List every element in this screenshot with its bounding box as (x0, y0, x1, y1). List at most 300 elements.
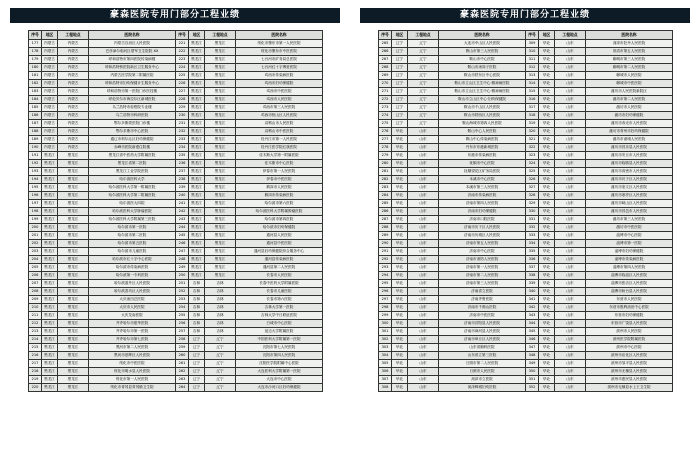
cell-region: 黑龙江 (42, 184, 58, 192)
table-row (29, 104, 323, 112)
cell-site: 黑龙江 (58, 256, 89, 264)
cell-region: 华北 (539, 344, 555, 352)
cell-site: 山东 (555, 136, 586, 144)
cell-hospital: 淄博市第四人民医院 (586, 264, 673, 272)
cell-region: 黑龙江 (189, 256, 205, 264)
cell-hospital: 哈尔滨市传染病医院 (89, 264, 176, 272)
cell-region: 吉林 (189, 304, 205, 312)
cell-no: 283 (379, 184, 392, 192)
cell-hospital: 滨州市无棣县水上王卫生院 (586, 384, 673, 392)
cell-hospital: 伊春市中医医院 (236, 176, 323, 184)
cell-hospital: 潍坊市峡山区人民医院 (586, 200, 673, 208)
cell-no: 205 (29, 264, 42, 272)
cell-no: 213 (29, 328, 42, 336)
cell-site: 黑龙江 (58, 312, 89, 320)
cell-no: 217 (29, 360, 42, 368)
cell-site: 黑龙江 (205, 192, 236, 200)
table-row (379, 240, 673, 248)
cell-hospital: 淄博市传染病医院 (586, 256, 673, 264)
cell-no: 342 (526, 304, 539, 312)
col-header-no: 序号 (29, 31, 42, 40)
cell-no: 326 (526, 176, 539, 184)
cell-region: 华北 (392, 384, 408, 392)
cell-no: 275 (379, 120, 392, 128)
cell-hospital: 鸡西市妇幼保健院 (236, 80, 323, 88)
cell-region: 华北 (392, 368, 408, 376)
cell-no: 180 (29, 64, 42, 72)
cell-no: 228 (176, 96, 189, 104)
table-row (29, 72, 323, 80)
cell-site: 山东 (408, 192, 439, 200)
cell-region: 华北 (392, 328, 408, 336)
cell-site: 黑龙江 (205, 176, 236, 184)
cell-hospital: 哈尔滨市第五医院 (89, 240, 176, 248)
cell-site: 黑龙江 (205, 96, 236, 104)
cell-no: 301 (379, 328, 392, 336)
cell-hospital: 滨州医学院附属医院 (586, 336, 673, 344)
cell-region: 黑龙江 (189, 248, 205, 256)
cell-region: 黑龙江 (42, 304, 58, 312)
cell-region: 华北 (539, 240, 555, 248)
cell-hospital: 哈尔滨市第六医院 (236, 200, 323, 208)
cell-site: 内蒙古 (58, 64, 89, 72)
cell-no: 352 (526, 384, 539, 392)
cell-region: 辽宁 (189, 384, 205, 392)
cell-no: 253 (176, 296, 189, 304)
cell-no: 277 (379, 136, 392, 144)
cell-no: 328 (526, 192, 539, 200)
cell-hospital: 通河县中医医院 (236, 240, 323, 248)
cell-site: 黑龙江 (205, 64, 236, 72)
cell-no: 337 (526, 264, 539, 272)
cell-hospital: 潍坊市昌乐县人民医院 (586, 144, 673, 152)
cell-hospital: 内蒙古医学院第二附属医院 (89, 72, 176, 80)
cell-no: 293 (379, 264, 392, 272)
table-row (379, 376, 673, 384)
cell-region: 吉林 (189, 328, 205, 336)
cell-site: 辽宁 (205, 376, 236, 384)
cell-no: 304 (379, 352, 392, 360)
cell-no: 290 (379, 240, 392, 248)
table-row (379, 248, 673, 256)
cell-no: 286 (379, 208, 392, 216)
cell-site: 山东 (408, 288, 439, 296)
cell-region: 内蒙古 (42, 48, 58, 56)
cell-hospital: 鄂尔多斯蒙医院门诊楼 (89, 120, 176, 128)
cell-site: 山东 (555, 56, 586, 64)
cell-no: 262 (176, 368, 189, 376)
cell-region: 黑龙江 (189, 128, 205, 136)
cell-region: 黑龙江 (42, 320, 58, 328)
cell-no: 204 (29, 256, 42, 264)
cell-region: 黑龙江 (189, 192, 205, 200)
cell-hospital: 济南市千佛山医院 (439, 304, 526, 312)
cell-site: 山东 (555, 376, 586, 384)
cell-site: 山东 (555, 248, 586, 256)
cell-region: 辽宁 (392, 72, 408, 80)
cell-region: 内蒙古 (42, 96, 58, 104)
table-row (379, 192, 673, 200)
cell-region: 华北 (539, 320, 555, 328)
cell-site: 辽宁 (408, 56, 439, 64)
cell-site: 山东 (408, 376, 439, 384)
cell-region: 华北 (392, 208, 408, 216)
cell-no: 184 (29, 96, 42, 104)
cell-region: 黑龙江 (42, 288, 58, 296)
cell-no: 197 (29, 200, 42, 208)
table-row (29, 200, 323, 208)
cell-no: 206 (29, 272, 42, 280)
cell-site: 内蒙古 (58, 72, 89, 80)
cell-hospital: 乌兰浩特市科研医院 (89, 112, 176, 120)
cell-hospital: 内蒙古自治区人民医院 (89, 40, 176, 48)
cell-no: 340 (526, 288, 539, 296)
cell-hospital: 哈尔滨市第一医院 (89, 224, 176, 232)
cell-site: 黑龙江 (58, 360, 89, 368)
left-table-header-row (29, 31, 323, 40)
cell-region: 内蒙古 (42, 72, 58, 80)
cell-region: 黑龙江 (42, 152, 58, 160)
cell-site: 黑龙江 (58, 240, 89, 248)
cell-region: 辽宁 (392, 48, 408, 56)
cell-site: 辽宁 (408, 96, 439, 104)
cell-no: 309 (526, 40, 539, 48)
cell-region: 黑龙江 (42, 384, 58, 392)
cell-site: 辽宁 (408, 64, 439, 72)
cell-site: 内蒙古 (58, 112, 89, 120)
cell-region: 华北 (539, 192, 555, 200)
cell-no: 232 (176, 128, 189, 136)
cell-region: 辽宁 (392, 104, 408, 112)
cell-site: 黑龙江 (58, 280, 89, 288)
cell-site: 黑龙江 (205, 200, 236, 208)
cell-site: 黑龙江 (205, 184, 236, 192)
cell-no: 294 (379, 272, 392, 280)
cell-region: 华北 (539, 88, 555, 96)
cell-hospital: 抚顺市中心医院 (439, 160, 526, 168)
cell-region: 黑龙江 (42, 208, 58, 216)
cell-site: 吉林 (205, 304, 236, 312)
cell-site: 山东 (408, 224, 439, 232)
cell-site: 辽宁 (408, 88, 439, 96)
cell-no: 308 (379, 384, 392, 392)
cell-region: 华北 (539, 360, 555, 368)
cell-no: 237 (176, 168, 189, 176)
cell-hospital: 延边大学附属医院 (236, 328, 323, 336)
cell-no: 254 (176, 304, 189, 312)
cell-no: 218 (29, 368, 42, 376)
table-row (379, 56, 673, 64)
cell-region: 黑龙江 (189, 184, 205, 192)
cell-hospital: 通河县第二人民医院 (236, 264, 323, 272)
cell-no: 281 (379, 168, 392, 176)
cell-site: 山东 (408, 184, 439, 192)
table-row (379, 280, 673, 288)
cell-hospital: 菏泽市牡丹人民医院 (586, 40, 673, 48)
right-table-header-row (379, 31, 673, 40)
cell-no: 260 (176, 352, 189, 360)
cell-site: 黑龙江 (205, 160, 236, 168)
cell-region: 华北 (392, 176, 408, 184)
cell-no: 216 (29, 352, 42, 360)
cell-site: 山东 (408, 296, 439, 304)
cell-hospital: 济南市中医医院 (439, 312, 526, 320)
right-performance-table (378, 30, 673, 392)
cell-site: 吉林 (205, 280, 236, 288)
cell-region: 华北 (539, 224, 555, 232)
cell-region: 华北 (539, 136, 555, 144)
cell-site: 辽宁 (205, 368, 236, 376)
cell-no: 270 (379, 80, 392, 88)
cell-site: 山东 (555, 224, 586, 232)
cell-no: 193 (29, 168, 42, 176)
cell-no: 314 (526, 80, 539, 88)
cell-no: 186 (29, 112, 42, 120)
cell-hospital: 长春市第六医院 (236, 296, 323, 304)
table-row (379, 208, 673, 216)
col-header-no: 序号 (379, 31, 392, 40)
cell-no: 188 (29, 128, 42, 136)
cell-region: 辽宁 (189, 376, 205, 384)
cell-no: 214 (29, 336, 42, 344)
table-row (379, 144, 673, 152)
cell-region: 华北 (392, 192, 408, 200)
cell-site: 山东 (408, 328, 439, 336)
cell-no: 276 (379, 128, 392, 136)
cell-hospital: 滨州市中心医院 (586, 344, 673, 352)
col-header-site-2: 工程地点 (205, 31, 236, 40)
cell-region: 黑龙江 (189, 96, 205, 104)
cell-hospital: 山东省立第三医院 (439, 352, 526, 360)
cell-region: 华北 (539, 72, 555, 80)
cell-hospital: 吉林大学中日联谊医院 (236, 312, 323, 320)
cell-hospital: 潍坊市安丘市人民医院 (586, 152, 673, 160)
cell-site: 黑龙江 (205, 120, 236, 128)
cell-site: 辽宁 (408, 80, 439, 88)
cell-region: 吉林 (189, 296, 205, 304)
cell-hospital: 潍坊市寒亭区人民医院 (586, 192, 673, 200)
cell-site: 山东 (555, 48, 586, 56)
cell-no: 299 (379, 312, 392, 320)
cell-region: 华北 (539, 248, 555, 256)
cell-region: 华北 (539, 264, 555, 272)
cell-hospital: 黑龙江工业学院医院 (89, 168, 176, 176)
cell-site: 山东 (408, 240, 439, 248)
table-row (379, 232, 673, 240)
cell-region: 华北 (392, 296, 408, 304)
cell-region: 辽宁 (392, 120, 408, 128)
cell-site: 辽宁 (205, 344, 236, 352)
cell-region: 华北 (539, 336, 555, 344)
cell-no: 231 (176, 120, 189, 128)
cell-region: 黑龙江 (189, 240, 205, 248)
table-row (29, 240, 323, 248)
cell-hospital: 哈尔滨医科大学附属第三医院 (89, 216, 176, 224)
cell-no: 242 (176, 208, 189, 216)
cell-no: 202 (29, 240, 42, 248)
cell-hospital: 潍坊市妇幼保健院 (586, 112, 673, 120)
cell-no: 311 (526, 56, 539, 64)
cell-region: 黑龙江 (42, 168, 58, 176)
table-row (379, 272, 673, 280)
cell-region: 华北 (539, 216, 555, 224)
cell-site: 内蒙古 (58, 96, 89, 104)
cell-hospital: 呼和浩特市妇幼保健计生服务中心 (89, 80, 176, 88)
col-header-no-2: 序号 (526, 31, 539, 40)
cell-hospital: 哈尔滨市红十字中心医院 (89, 256, 176, 264)
cell-hospital: 沈阳市第七人民医院 (236, 344, 323, 352)
cell-site: 山东 (555, 64, 586, 72)
cell-no: 181 (29, 72, 42, 80)
cell-site: 山东 (408, 264, 439, 272)
cell-no: 225 (176, 72, 189, 80)
table-row (29, 136, 323, 144)
cell-no: 226 (176, 80, 189, 88)
cell-no: 310 (526, 48, 539, 56)
cell-site: 黑龙江 (58, 192, 89, 200)
cell-hospital: 济南市中心医院 (439, 248, 526, 256)
cell-region: 辽宁 (189, 368, 205, 376)
cell-region: 华北 (539, 272, 555, 280)
cell-hospital: 东营市广饶县人民医院 (586, 320, 673, 328)
cell-site: 山东 (555, 240, 586, 248)
cell-hospital: 丹东市东港新城医院 (439, 144, 526, 152)
right-title-bar (360, 8, 690, 23)
cell-site: 黑龙江 (58, 160, 89, 168)
cell-region: 黑龙江 (42, 192, 58, 200)
cell-site: 吉林 (205, 296, 236, 304)
cell-hospital: 黑龙江省中医药大学附属医院 (89, 152, 176, 160)
cell-site: 山东 (555, 216, 586, 224)
cell-no: 291 (379, 248, 392, 256)
cell-no: 313 (526, 72, 539, 80)
cell-region: 黑龙江 (189, 56, 205, 64)
cell-hospital: 日照市第二人民医院 (439, 360, 526, 368)
cell-no: 292 (379, 256, 392, 264)
cell-hospital: 牡丹江医学院红旗医院 (236, 144, 323, 152)
cell-region: 黑龙江 (189, 64, 205, 72)
cell-region: 华北 (539, 352, 555, 360)
cell-hospital: 潍坊市坊子区人民医院 (586, 176, 673, 184)
cell-site: 山东 (555, 272, 586, 280)
table-row (379, 360, 673, 368)
cell-site: 黑龙江 (205, 232, 236, 240)
cell-no: 336 (526, 256, 539, 264)
cell-site: 黑龙江 (205, 240, 236, 248)
cell-site: 辽宁 (408, 48, 439, 56)
cell-hospital: 淄博市第一医院 (586, 240, 673, 248)
cell-no: 332 (526, 224, 539, 232)
cell-site: 山东 (555, 112, 586, 120)
cell-hospital: 东营市人民医院 (586, 296, 673, 304)
cell-region: 华北 (539, 104, 555, 112)
table-row (379, 344, 673, 352)
table-row (379, 216, 673, 224)
cell-no: 321 (526, 136, 539, 144)
cell-no: 224 (176, 64, 189, 72)
cell-site: 黑龙江 (205, 224, 236, 232)
cell-hospital: 绥化市明水县人民医院 (89, 368, 176, 376)
cell-site: 山东 (408, 208, 439, 216)
cell-no: 333 (526, 232, 539, 240)
cell-no: 266 (379, 48, 392, 56)
cell-site: 黑龙江 (58, 176, 89, 184)
cell-hospital: 哈尔滨市儿童医院 (89, 248, 176, 256)
cell-site: 山东 (555, 104, 586, 112)
cell-hospital: 常清市第五人民医院 (586, 48, 673, 56)
cell-hospital: 鸡西市第三人民医院 (236, 104, 323, 112)
cell-hospital: 长春中医药大学附属医院 (236, 280, 323, 288)
cell-hospital: 哈尔滨道外区人民医院 (89, 280, 176, 288)
cell-no: 319 (526, 120, 539, 128)
cell-region: 黑龙江 (42, 248, 58, 256)
cell-region: 华北 (392, 240, 408, 248)
cell-region: 华北 (539, 328, 555, 336)
cell-site: 辽宁 (205, 336, 236, 344)
table-row (29, 320, 323, 328)
cell-region: 黑龙江 (189, 216, 205, 224)
cell-region: 华北 (392, 312, 408, 320)
cell-no: 221 (176, 40, 189, 48)
cell-no: 307 (379, 376, 392, 384)
table-row (379, 264, 673, 272)
col-header-hospital: 医院名称 (439, 31, 526, 40)
cell-hospital: 淄博市中心医院 (586, 232, 673, 240)
cell-no: 227 (176, 88, 189, 96)
cell-site: 吉林 (205, 312, 236, 320)
cell-no: 280 (379, 160, 392, 168)
cell-site: 山东 (555, 80, 586, 88)
cell-hospital: 呼伦贝尔市海拉尔区新城医院 (89, 96, 176, 104)
cell-region: 华北 (539, 96, 555, 104)
cell-hospital: 鹤岗市传染病医院 (236, 192, 323, 200)
table-row (379, 152, 673, 160)
cell-no: 287 (379, 216, 392, 224)
cell-site: 山东 (555, 304, 586, 312)
cell-region: 黑龙江 (42, 200, 58, 208)
cell-hospital: 济南市妇幼保健院 (439, 208, 526, 216)
table-row (29, 112, 323, 120)
cell-region: 华北 (392, 144, 408, 152)
cell-hospital: 赤峰市医院新建住院楼 (89, 144, 176, 152)
table-row (379, 160, 673, 168)
cell-no: 271 (379, 88, 392, 96)
cell-site: 山东 (408, 176, 439, 184)
cell-hospital: 淄博市妇幼保健院 (586, 248, 673, 256)
cell-site: 山东 (555, 280, 586, 288)
cell-no: 190 (29, 144, 42, 152)
cell-no: 179 (29, 56, 42, 64)
cell-hospital: 哈尔滨市第二医院 (89, 232, 176, 240)
table-row (379, 168, 673, 176)
cell-no: 241 (176, 200, 189, 208)
cell-site: 山东 (555, 336, 586, 344)
col-header-region: 地区 (392, 31, 408, 40)
cell-region: 黑龙江 (42, 312, 58, 320)
cell-region: 华北 (539, 208, 555, 216)
cell-hospital: 鄂尔多斯市中心医院 (89, 128, 176, 136)
cell-site: 山东 (555, 320, 586, 328)
cell-hospital: 鸡西市人民医院 (236, 96, 323, 104)
col-header-hospital-2: 医院名称 (586, 31, 673, 40)
cell-hospital: 济南市商河县人民医院 (439, 328, 526, 336)
cell-region: 黑龙江 (189, 80, 205, 88)
cell-region: 华北 (539, 304, 555, 312)
cell-hospital: 呼和浩特市第四医院传染病楼 (89, 56, 176, 64)
cell-region: 黑龙江 (189, 152, 205, 160)
cell-site: 内蒙古 (58, 144, 89, 152)
cell-no: 274 (379, 112, 392, 120)
